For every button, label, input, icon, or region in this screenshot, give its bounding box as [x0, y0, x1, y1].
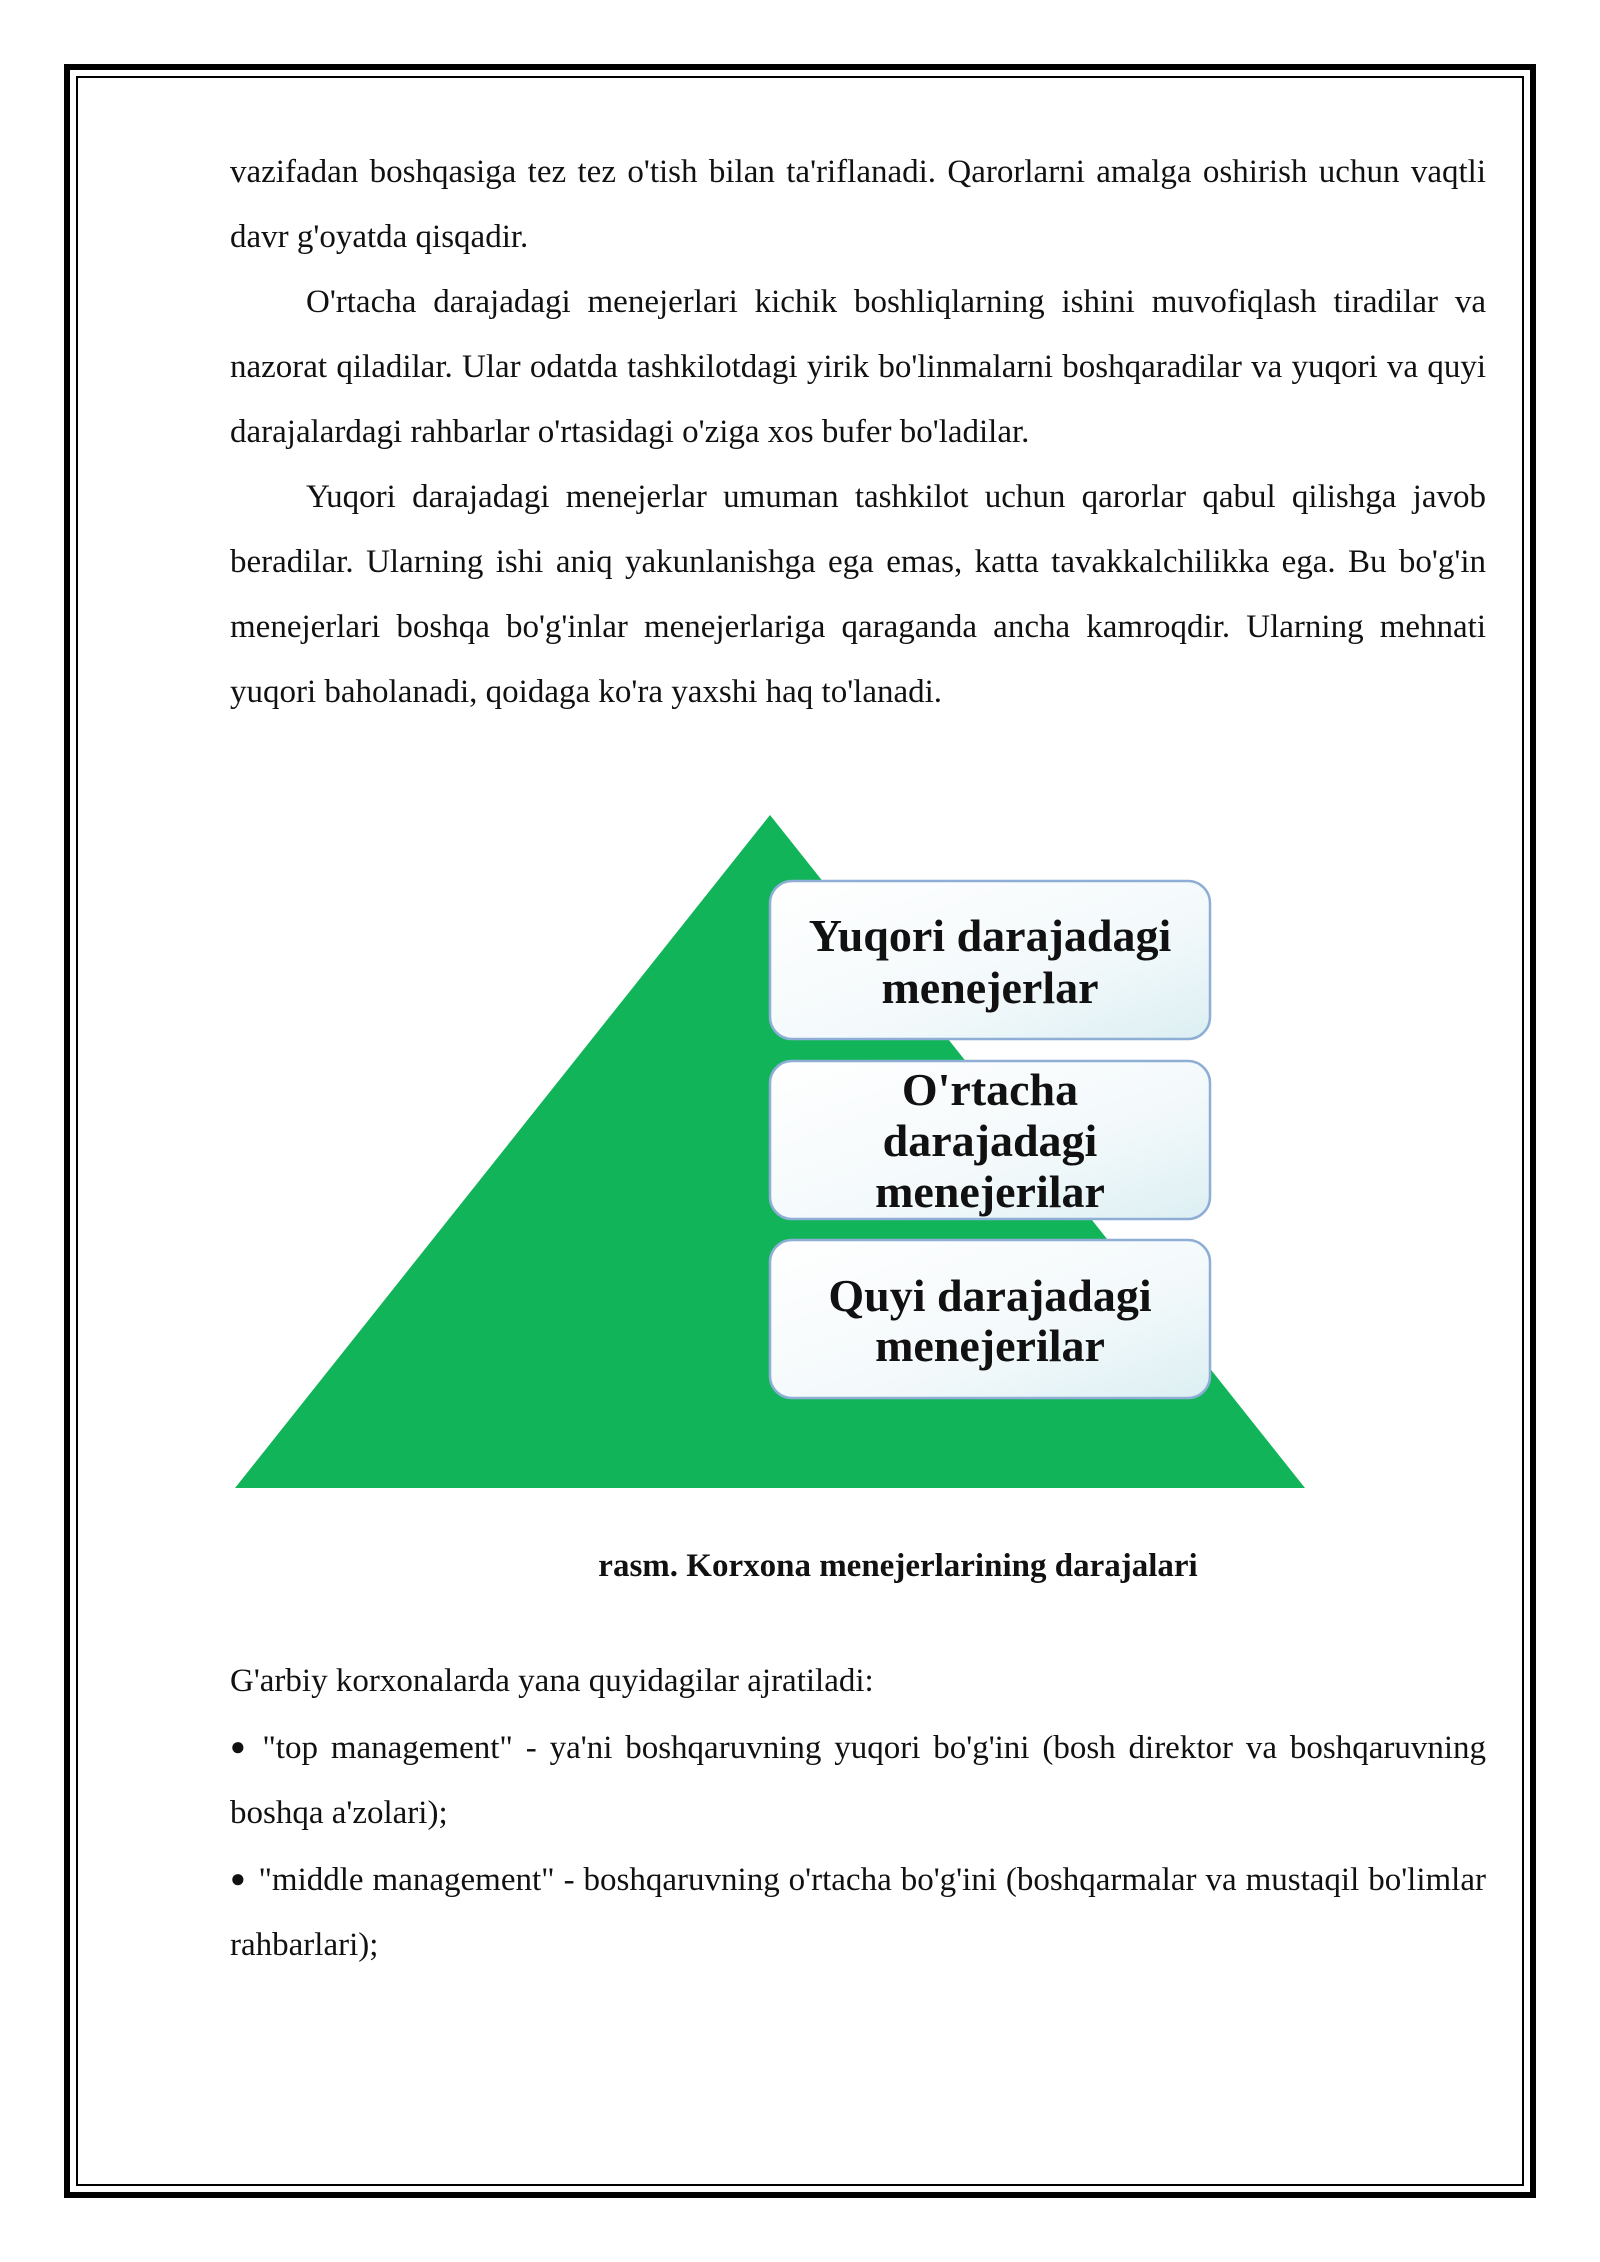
paragraph-2: O'rtacha darajadagi menejerlari kichik boshliqlarning ishini muvofiqlash tiradilar va nazorat qiladilar. Ular odatda tashkilotdagi yirik bo'linmalarni boshqaradilar va yuqori va quyi darajalardagi rahbarlar o'rtasidagi o'ziga xos bufer bo'ladilar. [230, 284, 1486, 450]
pyramid-diagram [230, 815, 1486, 1535]
level-box-top [770, 881, 1210, 1039]
level-box-top-line1: Yuqori darajadagi [808, 910, 1172, 961]
management-levels-figure [230, 815, 1486, 1535]
level-box-top-line2: menejerlar [881, 962, 1099, 1013]
list-item-text: "middle management" - boshqaruvning o'rtacha bo'g'ini (boshqarmalar va mustaqil bo'limlar rahbarlari); [230, 1862, 1486, 1963]
bullet-list [230, 1714, 1486, 1978]
level-box-middle-line3: menejerilar [875, 1166, 1105, 1217]
paragraph-1: vazifadan boshqasiga tez tez o'tish bilan ta'riflanadi. Qarorlarni amalga oshirish uchun vaqtli davr g'oyatda qisqadir. [230, 154, 1486, 255]
list-item-text: "top management" - ya'ni boshqaruvning yuqori bo'g'ini (bosh direktor va boshqaruvning boshqa a'zolari); [230, 1730, 1486, 1831]
level-box-bottom [770, 1240, 1210, 1398]
figure-caption: rasm. Korxona menejerlarining darajalari [598, 1548, 1198, 1584]
list-item [230, 1846, 1486, 1978]
document-body [230, 140, 1486, 1978]
paragraph-western: G'arbiy korxonalarda yana quyidagilar ajratiladi: [230, 1663, 874, 1699]
bullet-icon: ● [230, 1864, 247, 1893]
level-box-middle-line1: O'rtacha [901, 1064, 1079, 1115]
bullet-icon: ● [230, 1732, 251, 1761]
list-item [230, 1714, 1486, 1846]
level-box-bottom-line2: menejerilar [875, 1320, 1105, 1371]
level-box-bottom-line1: Quyi darajadagi [828, 1270, 1152, 1321]
level-box-middle-line2: darajadagi [882, 1115, 1098, 1166]
paragraph-3: Yuqori darajadagi menejerlar umuman tashkilot uchun qarorlar qabul qilishga javob beradilar. Ularning ishi aniq yakunlanishga ega emas, katta tavakkalchilikka ega. Bu bo'g'in menejerlari boshqa bo'g'inlar menejerlariga qaraganda ancha kamroqdir. Ularning mehnati yuqori baholanadi, qoidaga ko'ra yaxshi haq to'lanadi. [230, 479, 1486, 710]
level-box-middle [770, 1061, 1210, 1219]
